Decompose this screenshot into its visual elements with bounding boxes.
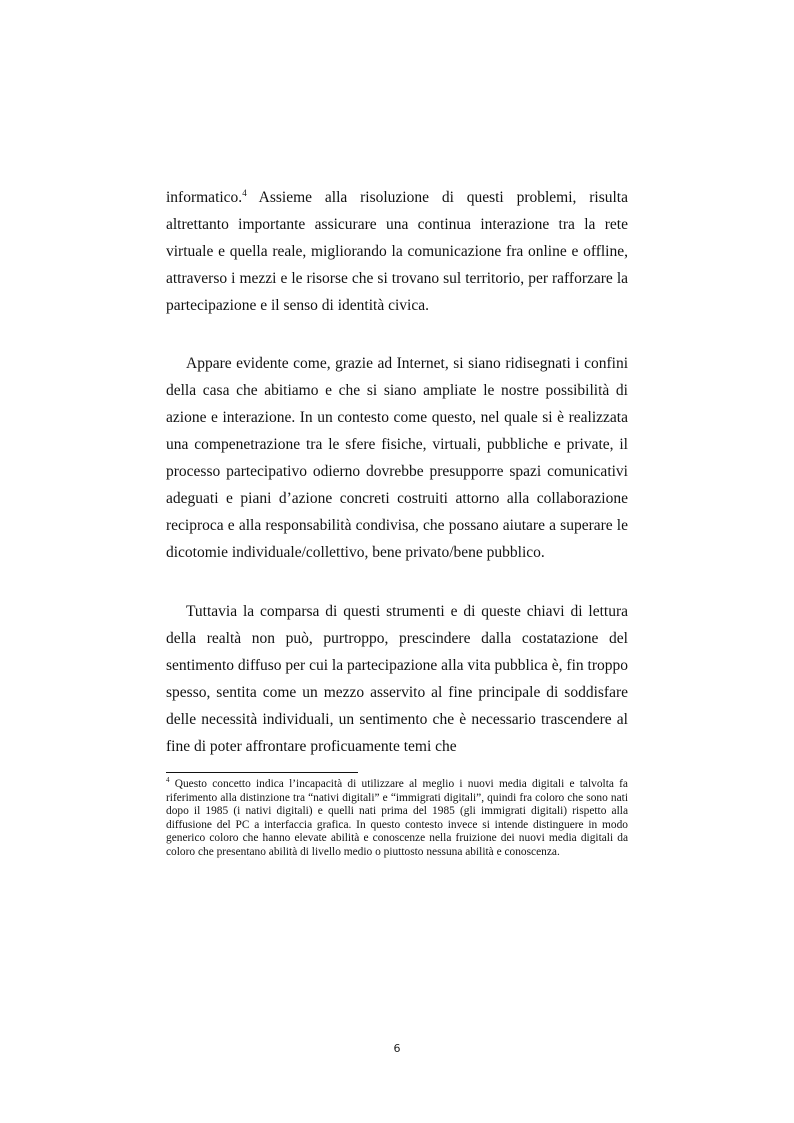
footnote-text: Questo concetto indica l’incapacità di utilizzare al meglio i nuovi media digitali e talvolta fa riferimento alla distinzione tra “nativi digitali” e “immigrati digitali”, quindi fra coloro che sono nati dopo il 1985 (i nativi digitali) e quelli nati prima del 1985 (gli immigrati digitali) rispetto alla diffusione del PC a interfaccia grafica. In questo contesto invece si intende distinguere in modo generico coloro che hanno elevate abilità e conoscenze nella fruizione dei nuovi media digitali da coloro che presentano abilità di livello medio o piuttosto nessuna abilità e conoscenza.: [166, 778, 628, 858]
paragraph-1-start: informatico.: [166, 189, 243, 206]
paragraph-3-text: Tuttavia la comparsa di questi strumenti e di queste chiavi di lettura della realtà non può, purtroppo, prescindere dalla costatazione del sentimento diffuso per cui la partecipazione alla vita pubblica è, fin troppo spesso, sentita come un mezzo asservito al fine principale di soddisfare delle necessità individuali, un sentimento che è necessario trascendere al fine di poter affrontare proficuamente temi che: [166, 603, 628, 755]
footnote-reference[interactable]: 4: [242, 187, 247, 198]
footnote-separator: [166, 772, 358, 773]
body-paragraph-3: [166, 598, 628, 760]
paragraph-2-text: Appare evidente come, grazie ad Internet, si siano ridisegnati i confini della casa che abitiamo e che si siano ampliate le nostre possibilità di azione e interazione. In un contesto come questo, nel quale si è realizzata una compenetrazione tra le sfere fisiche, virtuali, pubbliche e private, il processo partecipativo odierno dovrebbe presupporre spazi comunicativi adeguati e piani d’azione concreti costruiti attorno alla collaborazione reciproca e alla responsabilità condivisa, che possano aiutare a superare le dicotomie individuale/collettivo, bene privato/bene pubblico.: [166, 355, 628, 561]
page-number: 6: [393, 1042, 401, 1055]
footnote: [166, 778, 628, 859]
paragraph-1-rest: Assieme alla risoluzione di questi problemi, risulta altrettanto importante assicurare una continua interazione tra la rete virtuale e quella reale, migliorando la comunicazione fra online e offline, attraverso i mezzi e le risorse che si trovano sul territorio, per rafforzare la partecipazione e il senso di identità civica.: [166, 189, 628, 314]
body-paragraph-1: [166, 184, 628, 319]
footnote-mark: 4: [166, 776, 170, 785]
body-paragraph-2: [166, 350, 628, 566]
